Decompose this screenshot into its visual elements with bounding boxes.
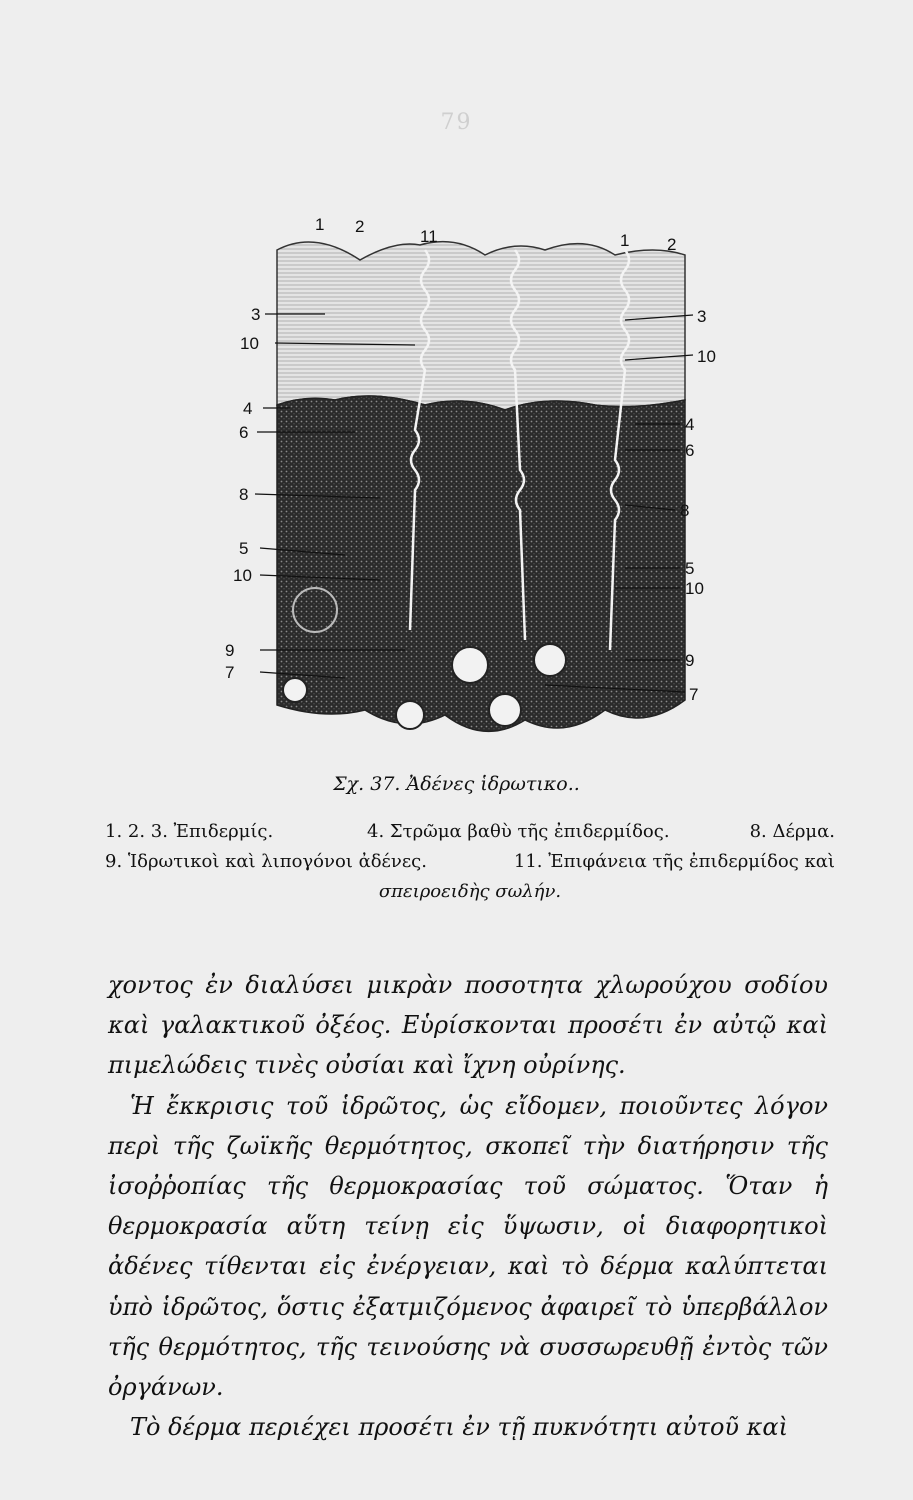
fig-label-top: 11 [420,227,438,246]
paragraph: Ἡ ἔκκρισις τοῦ ἱδρῶτος, ὡς εἴδομεν, ποιοῦντες λόγον περὶ τῆς ζωϊκῆς θερμότητος, σκοπεῖ τὴν διατήρησιν τῆς ἰσοῤῥοπίας τῆς θερμοκρασίας τοῦ σώματος. Ὅταν ἡ θερμοκρασία αὕτη τείνῃ εἰς ὕψωσιν, οἱ διαφορητικοὶ ἀδένες τίθενται εἰς ἐνέργειαν, καὶ τὸ δέρμα καλύπτεται ὑπὸ ἱδρῶτος, ὅστις ἐξατμιζόμενος ἀφαιρεῖ τὸ ὑπερβάλλον τῆς θερμότητος, τῆς τεινούσης νὰ συσσωρευθῇ ἐντὸς τῶν ὀργάνων. [108,1091,828,1402]
legend-item: 11. Ἐπιφάνεια τῆς ἐπιδερμίδος καὶ [513,851,835,872]
paragraph: Τὸ δέρμα περιέχει προσέτι ἐν τῇ πυκνότητι αὐτοῦ καὶ [130,1413,788,1442]
fig-label-top: 2 [355,217,365,236]
fig-label-top: 2 [667,235,677,254]
fig-label-top: 1 [315,215,325,234]
legend-line-3 [105,881,835,907]
fig-label-right: 10 [697,347,716,366]
legend-item: 8. Δέρμα. [749,821,835,842]
fig-label-left: 8 [239,485,249,504]
legend-item: 1. 2. 3. Ἐπιδερμίς. [105,821,274,842]
fig-label-right: 5 [685,559,695,578]
fig-label-left: 3 [251,305,261,324]
fig-label-left: 6 [239,423,249,442]
fig-label-top: 1 [620,231,630,250]
skin-cross-section-figure [215,210,725,770]
fig-label-right: 3 [697,307,707,326]
skin-illustration [215,210,725,770]
fig-label-left: 10 [233,566,252,585]
paragraph: χοντος ἐν διαλύσει μικρὰν ποσοτητα χλωρούχου σοδίου καὶ γαλακτικοῦ ὀξέος. Εὑρίσκονται προσέτι ἐν αὐτῷ καὶ πιμελώδεις τινὲς οὐσίαι καὶ ἴχνη οὐρίνης. [108,971,828,1080]
fig-label-right: 4 [685,415,695,434]
dermis-layer [277,396,685,731]
fig-label-right: 6 [685,441,695,460]
legend-item: 4. Στρῶμα βαθὺ τῆς ἐπιδερμίδος. [367,821,670,842]
fig-label-left: 7 [225,663,235,682]
fig-label-right: 8 [680,501,690,520]
legend-item: σπειροειδὴς σωλήν. [378,881,562,902]
legend-line-2 [105,851,835,877]
fig-label-right: 7 [689,685,699,704]
body-text [108,965,828,1447]
fig-label-left: 5 [239,539,249,558]
legend-line-1 [105,821,835,847]
figure-caption: Σχ. 37. Ἀδένες ἱδρωτικο.. [333,773,580,795]
fig-label-left: 4 [243,399,253,418]
fig-label-right: 10 [685,579,704,598]
fig-label-left: 10 [240,334,259,353]
page-number: 79 [440,110,473,135]
fig-label-right: 9 [685,651,695,670]
fig-label-left: 9 [225,641,235,660]
legend-item: 9. Ἱδρωτικοὶ καὶ λιπογόνοι ἀδένες. [105,851,427,872]
